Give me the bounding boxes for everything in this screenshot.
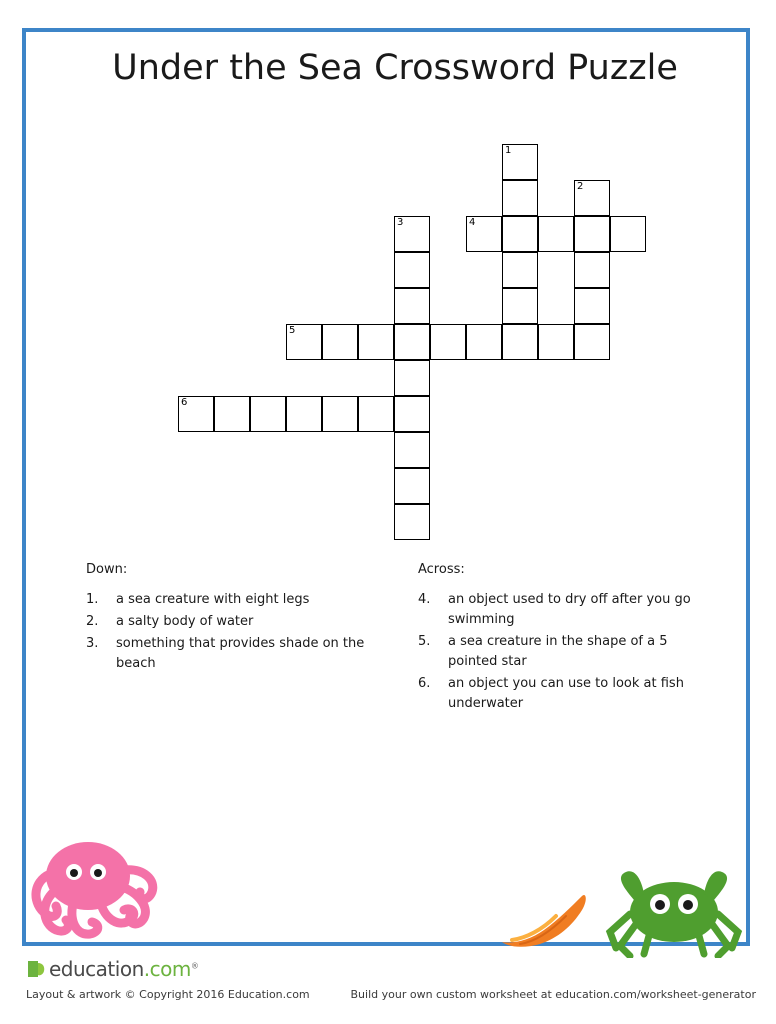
crossword-cell-number: 5 bbox=[289, 325, 296, 336]
crossword-cell[interactable] bbox=[178, 396, 214, 432]
generator-link-text: Build your own custom worksheet at education.com/worksheet-generator bbox=[350, 988, 756, 1001]
clue-down-3-text: something that provides shade on the beach bbox=[116, 636, 365, 671]
clues-across-heading: Across: bbox=[418, 562, 465, 577]
crossword-cell[interactable] bbox=[502, 144, 538, 180]
crossword-cell[interactable] bbox=[538, 216, 574, 252]
crossword-cell[interactable] bbox=[286, 324, 322, 360]
crossword-cell[interactable] bbox=[394, 504, 430, 540]
crossword-cell-number: 2 bbox=[577, 181, 584, 192]
clues-down-column bbox=[86, 560, 376, 676]
crab-illustration bbox=[600, 862, 750, 958]
crossword-cell[interactable] bbox=[610, 216, 646, 252]
clue-across-4-number: 4. bbox=[418, 592, 431, 607]
clue-down-2-text: a salty body of water bbox=[116, 614, 254, 629]
crossword-cell[interactable] bbox=[358, 396, 394, 432]
crossword-grid bbox=[178, 144, 638, 544]
clue-down-2-number: 2. bbox=[86, 614, 99, 629]
page-border-frame bbox=[22, 28, 750, 946]
crossword-cell[interactable] bbox=[466, 324, 502, 360]
education-logo-text bbox=[49, 957, 198, 981]
logo-registered-mark: ® bbox=[190, 961, 199, 971]
crossword-cell[interactable] bbox=[322, 396, 358, 432]
clue-across-5-text: a sea creature in the shape of a 5 pointed star bbox=[448, 634, 668, 669]
crossword-cell[interactable] bbox=[574, 252, 610, 288]
crossword-cell[interactable] bbox=[502, 180, 538, 216]
clue-across-6-number: 6. bbox=[418, 676, 431, 691]
clues-across-column bbox=[418, 560, 718, 716]
crossword-cell[interactable] bbox=[502, 252, 538, 288]
clue-down-1-text: a sea creature with eight legs bbox=[116, 592, 310, 607]
crossword-cell[interactable] bbox=[538, 324, 574, 360]
clue-down-3-number: 3. bbox=[86, 636, 99, 651]
crossword-cell[interactable] bbox=[250, 396, 286, 432]
crossword-cell[interactable] bbox=[394, 360, 430, 396]
seashell-illustration bbox=[496, 888, 592, 950]
octopus-illustration bbox=[26, 828, 166, 948]
crossword-cell[interactable] bbox=[574, 324, 610, 360]
crossword-cell[interactable] bbox=[574, 288, 610, 324]
crossword-cell[interactable] bbox=[394, 396, 430, 432]
logo-dotcom: .com bbox=[143, 957, 191, 981]
clue-across-6 bbox=[418, 674, 718, 714]
crossword-cell[interactable] bbox=[394, 216, 430, 252]
crossword-cell[interactable] bbox=[214, 396, 250, 432]
crossword-cell[interactable] bbox=[394, 432, 430, 468]
clue-across-6-text: an object you can use to look at fish underwater bbox=[448, 676, 684, 711]
crossword-cell[interactable] bbox=[394, 324, 430, 360]
crossword-cell[interactable] bbox=[502, 216, 538, 252]
clue-down-1-number: 1. bbox=[86, 592, 99, 607]
education-logo[interactable] bbox=[26, 956, 198, 982]
crossword-cell[interactable] bbox=[394, 288, 430, 324]
clue-across-5 bbox=[418, 632, 718, 672]
crossword-cell[interactable] bbox=[574, 216, 610, 252]
crossword-cell[interactable] bbox=[574, 180, 610, 216]
crossword-cell-number: 4 bbox=[469, 217, 476, 228]
crossword-cell[interactable] bbox=[322, 324, 358, 360]
clue-down-2 bbox=[86, 612, 376, 632]
crossword-cell-number: 6 bbox=[181, 397, 188, 408]
crossword-cell-number: 1 bbox=[505, 145, 512, 156]
crossword-cell[interactable] bbox=[430, 324, 466, 360]
crossword-cell[interactable] bbox=[466, 216, 502, 252]
copyright-text: Layout & artwork © Copyright 2016 Education.com bbox=[26, 988, 310, 1001]
clue-down-1 bbox=[86, 590, 376, 610]
clue-across-4 bbox=[418, 590, 718, 630]
crossword-cell[interactable] bbox=[358, 324, 394, 360]
page-footer bbox=[0, 952, 776, 1024]
crossword-cell[interactable] bbox=[394, 252, 430, 288]
clues-down-heading: Down: bbox=[86, 562, 128, 577]
crossword-cell[interactable] bbox=[502, 288, 538, 324]
logo-word: education bbox=[49, 957, 144, 981]
clues-section bbox=[62, 560, 722, 740]
crossword-cell[interactable] bbox=[394, 468, 430, 504]
page-title: Under the Sea Crossword Puzzle bbox=[112, 48, 678, 88]
crossword-cell[interactable] bbox=[502, 324, 538, 360]
crossword-cell[interactable] bbox=[286, 396, 322, 432]
crossword-cell-number: 3 bbox=[397, 217, 404, 228]
clue-down-3 bbox=[86, 634, 376, 674]
education-logo-icon bbox=[26, 958, 46, 980]
clue-across-4-text: an object used to dry off after you go swimming bbox=[448, 592, 691, 627]
clue-across-5-number: 5. bbox=[418, 634, 431, 649]
